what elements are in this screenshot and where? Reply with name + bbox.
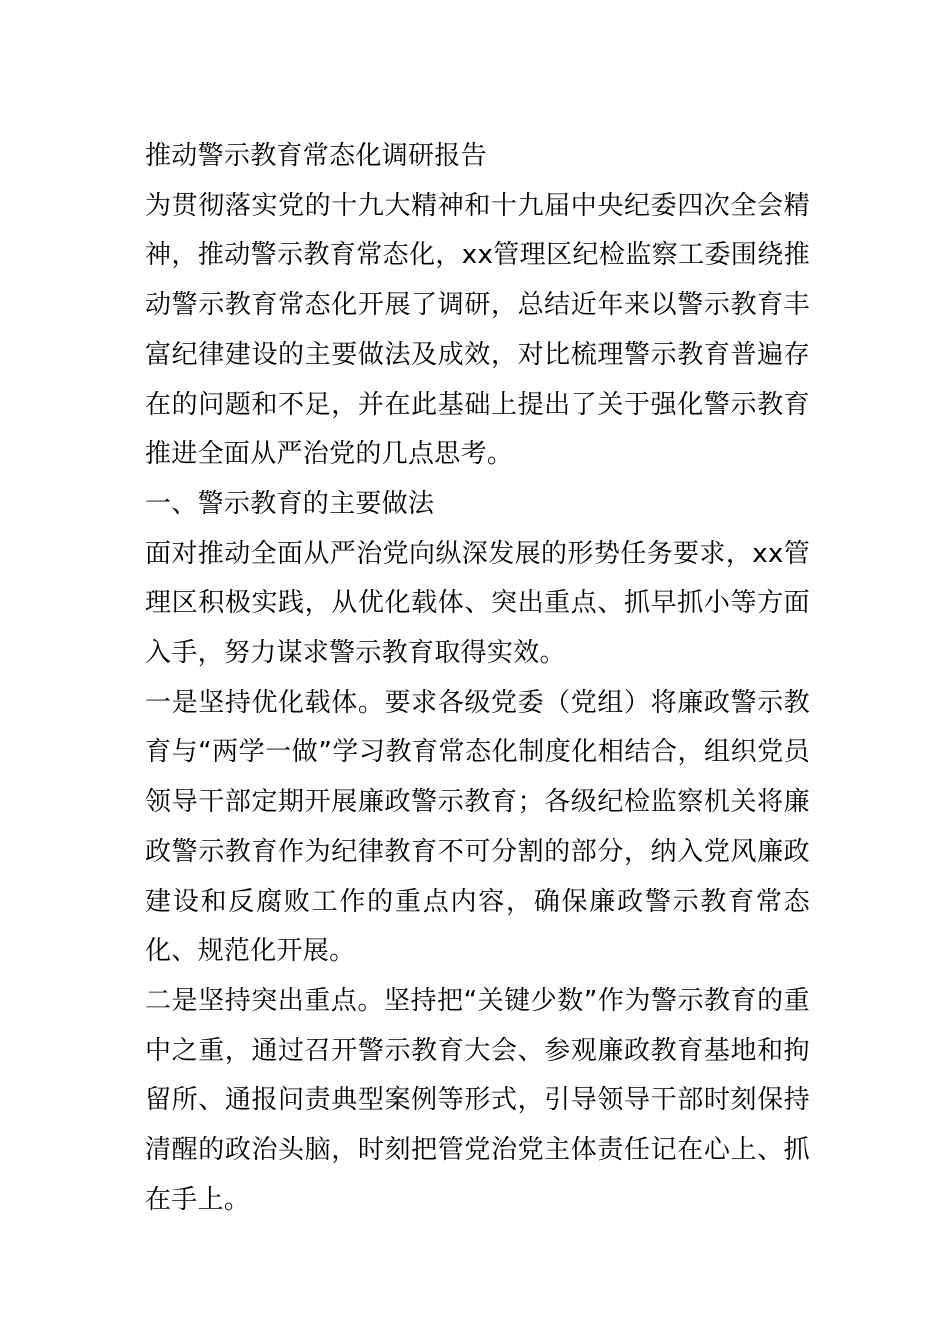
intro-paragraph: 为贯彻落实党的十九大精神和十九届中央纪委四次全会精神，推动警示教育常态化，xx管理区纪检监察工委围绕推动警示教育常态化开展了调研，总结近年来以警示教育丰富纪律建设的主要做法及成效，对比梳理警示教育普遍存在的问题和不足，并在此基础上提出了关于强化警示教育推进全面从严治党的几点思考。 [145,190,810,470]
point-one-paragraph: 一是坚持优化载体。要求各级党委（党组）将廉政警示教育与“两学一做”学习教育常态化制度化相结合，组织党员领导干部定期开展廉政警示教育；各级纪检监察机关将廉政警示教育作为纪律教育不可分割的部分，纳入党风廉政建设和反腐败工作的重点内容，确保廉政警示教育常态化、规范化开展。 [145,687,810,967]
point-two-paragraph: 二是坚持突出重点。坚持把“关键少数”作为警示教育的重中之重，通过召开警示教育大会、参观廉政教育基地和拘留所、通报问责典型案例等形式，引导领导干部时刻保持清醒的政治头脑，时刻把管党治党主体责任记在心上、抓在手上。 [145,985,810,1215]
section-intro-paragraph: 面对推动全面从严治党向纵深发展的形势任务要求，xx管理区积极实践，从优化载体、突出重点、抓早抓小等方面入手，努力谋求警示教育取得实效。 [145,538,810,669]
document-body [145,132,810,1225]
document-title: 推动警示教育常态化调研报告 [145,141,487,171]
section-heading: 一、警示教育的主要做法 [145,488,435,519]
